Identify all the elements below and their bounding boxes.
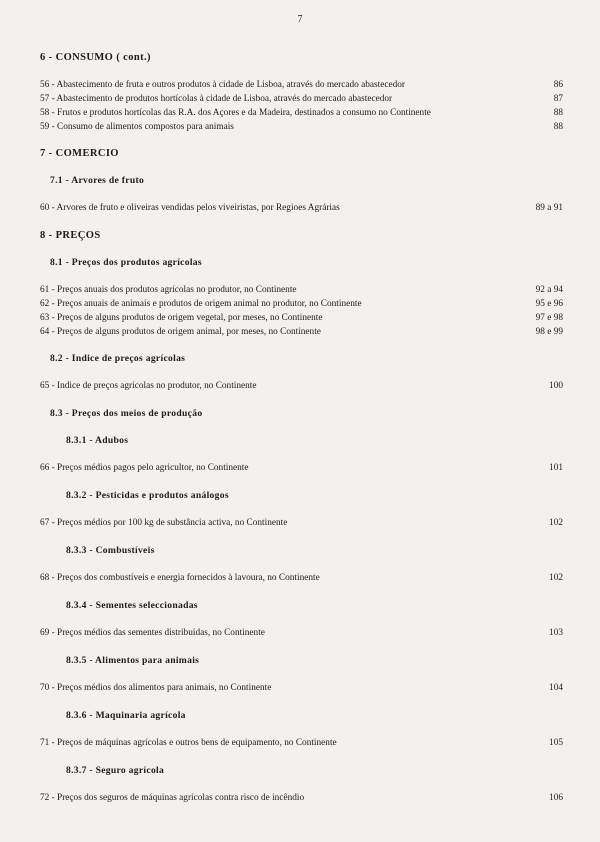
entry-page: 103 [549, 628, 563, 638]
toc-entry [0, 379, 600, 393]
toc-entry [0, 201, 600, 215]
entry-title: 56 - Abastecimento de fruta e outros produtos à cidade de Lisboa, através do mercado abastecedor [40, 80, 406, 90]
toc-entry [0, 106, 600, 120]
toc-entry [0, 571, 600, 585]
entry-title: 71 - Preços de máquinas agrícolas e outros bens de equipamento, no Continente [40, 738, 337, 748]
subsection-heading-text: 8.3 - Preços dos meios de produção [50, 408, 203, 419]
entry-page: 104 [549, 683, 563, 693]
toc-entry [0, 791, 600, 805]
section-heading-text: 7 - COMERCIO [40, 148, 119, 159]
entry-title: 64 - Preços de alguns produtos de origem animal, por meses, no Continente [40, 327, 321, 337]
section-heading [0, 51, 600, 65]
entry-title: 67 - Preços médios por 100 kg de substância activa, no Continente [40, 518, 288, 528]
entry-page: 102 [549, 573, 563, 583]
subsubsection-heading-text: 8.3.4 - Sementes seleccionadas [66, 600, 198, 611]
subsection-heading-text: 8.1 - Preços dos produtos agrícolas [50, 257, 202, 268]
entry-title: 60 - Arvores de fruto e oliveiras vendidas pelos viveiristas, por Regioes Agrárias [40, 203, 340, 213]
subsection-heading [0, 174, 600, 188]
subsection-heading-text: 7.1 - Arvores de fruto [50, 175, 145, 186]
entry-page: 88 [553, 108, 563, 118]
toc-entry [0, 626, 600, 640]
entry-title: 62 - Preços anuais de animais e produtos de origem animal no produtor, no Continente [40, 299, 362, 309]
entry-page: 101 [549, 463, 563, 473]
toc-entry [0, 461, 600, 475]
section-heading-text: 8 - PREÇOS [40, 230, 101, 241]
subsubsection-heading-text: 8.3.3 - Combustíveis [66, 545, 155, 556]
entry-page: 100 [549, 381, 563, 391]
entry-page: 105 [549, 738, 563, 748]
toc-entry [0, 92, 600, 106]
entry-page: 102 [549, 518, 563, 528]
subsubsection-heading-text: 8.3.2 - Pesticidas e produtos análogos [66, 490, 229, 501]
subsubsection-heading [0, 654, 600, 668]
entry-title: 63 - Preços de alguns produtos de origem vegetal, por meses, no Continente [40, 313, 323, 323]
section-heading-text: 6 - CONSUMO ( cont.) [40, 52, 151, 63]
subsubsection-heading [0, 544, 600, 558]
toc-entry [0, 283, 600, 297]
subsubsection-heading-text: 8.3.1 - Adubos [66, 435, 129, 446]
toc-entry [0, 311, 600, 325]
subsubsection-heading [0, 764, 600, 778]
subsubsection-heading-text: 8.3.7 - Seguro agrícola [66, 765, 165, 776]
entry-title: 65 - Indice de preços agrícolas no produtor, no Continente [40, 381, 257, 391]
toc-entry [0, 325, 600, 339]
subsubsection-heading-text: 8.3.5 - Alimentos para animais [66, 655, 200, 666]
entry-title: 57 - Abastecimento de produtos hortícolas à cidade de Lisboa, através do mercado abastecedor [40, 94, 393, 104]
entry-page: 106 [549, 793, 563, 803]
page-number: 7 [297, 14, 303, 25]
entry-page: 97 e 98 [535, 313, 563, 323]
entry-title: 70 - Preços médios dos alimentos para animais, no Continente [40, 683, 272, 693]
section-heading [0, 229, 600, 243]
subsubsection-heading [0, 434, 600, 448]
subsection-heading-text: 8.2 - Indice de preços agrícolas [50, 353, 186, 364]
entry-title: 66 - Preços médios pagos pelo agricultor, no Continente [40, 463, 249, 473]
entry-title: 61 - Preços anuais dos produtos agrícolas no produtor, no Continente [40, 285, 297, 295]
subsection-heading [0, 352, 600, 366]
entry-page: 95 e 96 [535, 299, 563, 309]
subsubsection-heading [0, 599, 600, 613]
toc-entry [0, 120, 600, 134]
subsection-heading [0, 256, 600, 270]
entry-title: 69 - Preços médios das sementes distribuidas, no Continente [40, 628, 265, 638]
entry-page: 92 a 94 [535, 285, 563, 295]
section-heading [0, 147, 600, 161]
entry-page: 88 [553, 122, 563, 132]
toc-entry [0, 297, 600, 311]
subsubsection-heading [0, 709, 600, 723]
entry-title: 68 - Preços dos combustíveis e energia fornecidos à lavoura, no Continente [40, 573, 320, 583]
toc-entry [0, 736, 600, 750]
toc-entry [0, 78, 600, 92]
subsubsection-heading-text: 8.3.6 - Maquinaria agrícola [66, 710, 186, 721]
entry-title: 59 - Consumo de alimentos compostos para animais [40, 122, 234, 132]
toc-entry [0, 516, 600, 530]
entry-title: 72 - Preços dos seguros de máquinas agrícolas contra risco de incêndio [40, 793, 305, 803]
entry-page: 98 e 99 [535, 327, 563, 337]
subsection-heading [0, 407, 600, 421]
toc-entry [0, 681, 600, 695]
subsubsection-heading [0, 489, 600, 503]
entry-title: 58 - Frutos e produtos hortícolas das R.A. dos Açores e da Madeira, destinados a consumo no Continente [40, 108, 431, 118]
entry-page: 86 [553, 80, 563, 90]
entry-page: 89 a 91 [535, 203, 563, 213]
entry-page: 87 [553, 94, 563, 104]
